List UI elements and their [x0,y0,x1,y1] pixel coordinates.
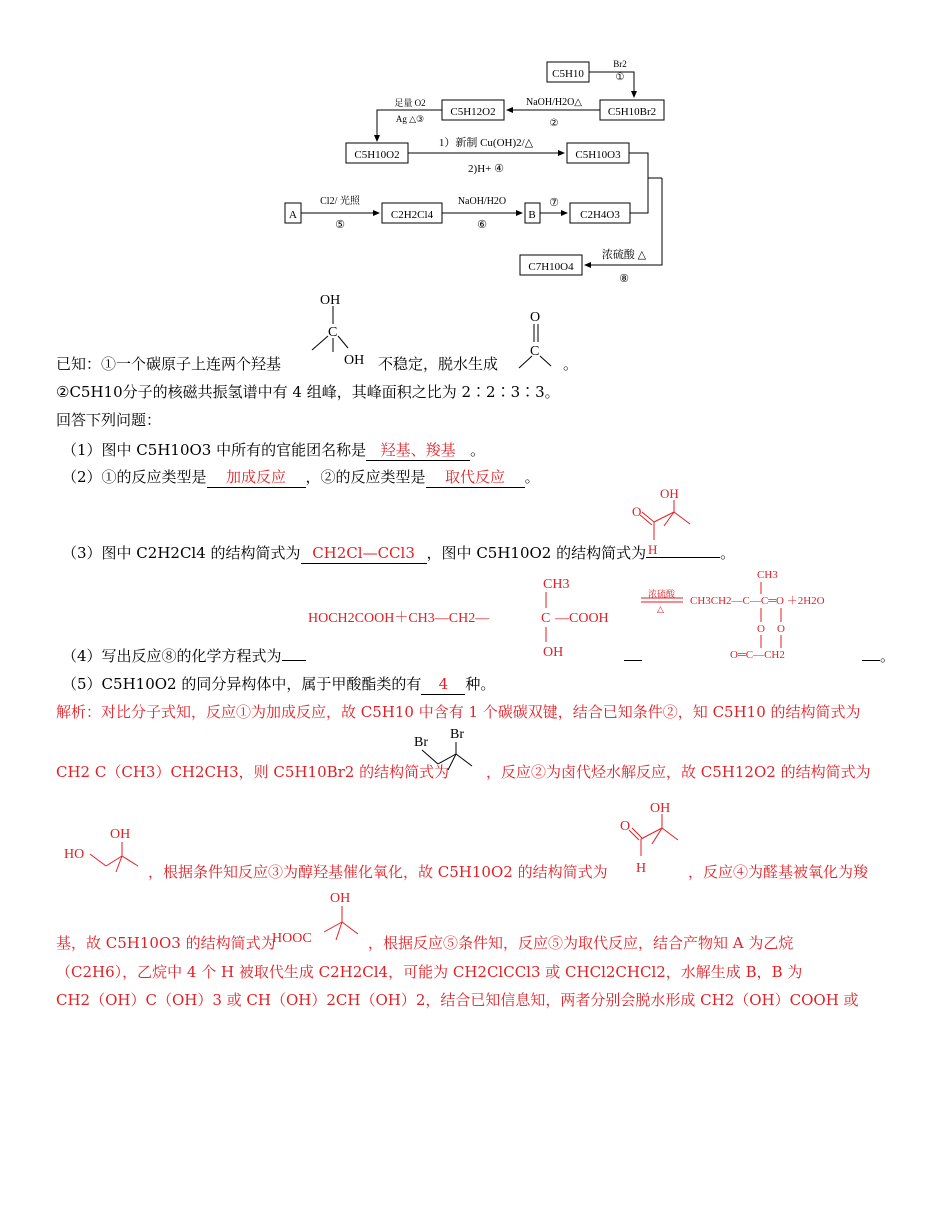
known-1-end: 。 [563,355,579,373]
label-step6: ⑥ [477,219,487,231]
q2-answer-2: 取代反应 [426,467,525,488]
q3-c5h10o2-structure [630,484,700,564]
question-3: （3）图中 C2H2Cl4 的结构简式为 CH2Cl—CCl3 ，图中 C5H10O2 的结构简式为 。 [62,544,736,562]
q5-answer: 4 [421,674,465,695]
question-2: （2）①的反应类型是 加成反应 ，②的反应类型是 取代反应 。 [62,468,540,486]
eq-oh-bottom: OH [543,645,564,660]
svg-text:H: H [648,542,658,557]
box-c5h10o3: C5H10O3 [575,149,621,161]
eq-product-left: CH3CH2—C—C═O ＋2H2O [690,595,825,607]
eq-ch3-top: CH3 [543,577,570,592]
box-a: A [289,209,297,221]
q1-answer: 羟基、羧基 [366,440,470,461]
label-step8: ⑧ [619,273,629,285]
label-step2: ② [549,118,559,129]
answer-prompt: 回答下列问题： [56,411,162,429]
eq-condition-bottom: △ [657,604,664,614]
svg-text:C: C [541,611,551,626]
label-cuoh2: 1）新制 Cu(OH)2/△ [438,137,534,149]
known-1-mid: 不稳定，脱水生成 [378,355,499,373]
analysis-line-5: （C2H6），乙烷中 4 个 H 被取代生成 C2H2Cl4，可能为 CH2ClCCl3 或 CHCl2CHCl2，水解生成 B，B 为 [56,963,803,981]
analysis-line-4a: 基，故 C5H10O3 的结构简式为 [56,934,276,952]
gem-diol-structure [300,290,380,372]
analysis-line-4b: ，根据反应⑤条件知，反应⑤为取代反应，结合产物知 A 为乙烷 [368,934,794,952]
eq-product-bottom: O═C—CH2 [730,649,785,661]
reaction-scheme [270,50,690,290]
label-step7: ⑦ [549,197,559,209]
known-2: ②C5H10分子的核磁共振氢谱中有 4 组峰，其峰面积之比为 2∶2∶3∶3。 [56,383,560,401]
c5h10o2-structure-analysis [616,796,686,876]
svg-text:O: O [620,819,631,834]
label-h2so4: 浓硫酸 △ [601,249,647,261]
reaction-8-equation [305,570,870,665]
analysis-line-1: 解析：对比分子式知，反应①为加成反应，故 C5H10 中含有 1 个碳碳双键，结合已知条件②，知 C5H10 的结构简式为 [56,703,861,721]
svg-text:HOOC: HOOC [272,931,312,946]
box-c5h10br2: C5H10Br2 [607,106,657,118]
svg-text:OH: OH [650,801,671,816]
svg-text:O: O [757,623,765,635]
known-1 [56,354,281,374]
svg-text:Br: Br [414,735,428,750]
box-b: B [528,209,536,221]
label-step5: ⑤ [335,219,345,231]
label-br2: Br2 [613,59,627,69]
question-5: （5）C5H10O2 的同分异构体中，属于甲酸酯类的有 4 种。 [62,675,496,693]
oh-right-label: OH [344,353,365,368]
svg-text:OH: OH [110,827,131,842]
c5h10o3-structure [270,884,365,949]
label-naoh-heat: NaOH/H2O△ [525,97,583,108]
eq-reactant-right: —COOH [555,611,609,626]
label-hplus: 2)H+ ④ [468,163,504,175]
analysis-line-3b: ，反应④为醛基被氧化为羧 [688,863,869,881]
box-c5h10o2: C5H10O2 [354,149,400,161]
box-c5h10: C5H10 [552,68,584,80]
box-c5h12o2: C5H12O2 [450,106,496,118]
question-4: （4）写出反应⑧的化学方程式为 [62,646,306,666]
known-1-prefix: 已知：①一个碳原子上连两个羟基 [56,355,282,373]
eq-product-ch3: CH3 [757,570,778,581]
analysis-line-6: CH2（OH）C（OH）3 或 CH（OH）2CH（OH）2，结合已知信息知，两者分别会脱水形成 CH2（OH）COOH 或 [56,991,859,1009]
box-c2h4o3: C2H4O3 [580,209,620,221]
q4-blank-end: 。 [862,646,895,666]
eq-condition-top: 浓硫酸 [648,589,676,599]
svg-text:OH: OH [660,486,679,501]
box-c7h10o4: C7H10O4 [528,261,574,273]
box-c2h2cl4: C2H2Cl4 [390,209,434,221]
label-naoh: NaOH/H2O [457,196,507,207]
label-ag: Ag △③ [395,114,425,124]
label-step1: ① [615,72,625,83]
analysis-line-2b: ，反应②为卤代烃水解反应，故 C5H12O2 的结构简式为 [486,763,871,781]
label-cl2: Cl2/ 光照 [320,196,360,207]
eq-reactant-1: HOCH2COOH＋CH3—CH2— [308,611,490,626]
carbonyl-structure [513,306,563,372]
svg-text:OH: OH [330,891,351,906]
svg-text:C: C [530,344,540,359]
c5h12o2-structure [62,820,152,880]
analysis-line-2a: CH2 C（CH3）CH2CH3，则 C5H10Br2 的结构简式为 [56,763,450,781]
label-o2: 足量 O2 [394,98,426,108]
oh-top-label: OH [320,293,341,308]
question-1: （1）图中 C5H10O3 中所有的官能团名称是 羟基、羧基 。 [62,441,486,459]
svg-text:Br: Br [450,727,464,742]
c5h10br2-structure [408,724,483,784]
svg-text:H: H [636,861,647,876]
o-label: O [530,310,541,325]
analysis-line-3a: ，根据条件知反应③为醇羟基催化氧化，故 C5H10O2 的结构简式为 [148,863,608,881]
svg-text:HO: HO [64,847,85,862]
c-label: C [328,325,338,340]
svg-text:O: O [777,623,785,635]
q2-answer-1: 加成反应 [207,467,306,488]
q3-answer: CH2Cl—CCl3 [301,543,427,564]
svg-text:O: O [632,504,642,519]
